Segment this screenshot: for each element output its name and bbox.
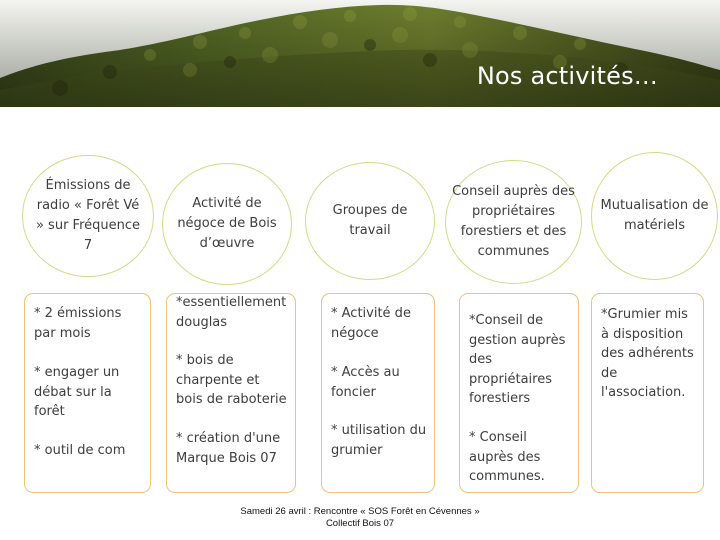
activity-box-mutualisation	[591, 293, 704, 493]
heading-groupes-text: Groupes de travail	[332, 203, 408, 238]
activity-box-negoce	[166, 293, 296, 493]
heading-oval-radio	[22, 155, 154, 277]
slide-title: Nos activités…	[476, 62, 658, 90]
list-item: *Grumier mis à disposition des adhérents de l'association.	[601, 307, 694, 400]
list-item: * Accès au foncier	[331, 365, 400, 400]
heading-mutualisation-text: Mutualisation de matériels	[600, 198, 709, 233]
list-item: * bois de charpente et bois de raboterie	[176, 353, 287, 407]
activity-box-conseil	[459, 293, 579, 493]
footer-collective-line: Collectif Bois 07	[325, 518, 395, 529]
heading-oval-conseil	[445, 160, 582, 284]
list-item: *essentiellement douglas	[176, 295, 287, 330]
list-item: * création d'une Marque Bois 07	[176, 431, 281, 466]
heading-radio-text: Émissions de radio « Forêt Vé » sur Fréquence 7	[35, 178, 141, 253]
list-item: * 2 émissions par mois	[34, 306, 122, 341]
footer-event-line: Samedi 26 avril : Rencontre « SOS Forêt en Cévennes »	[240, 506, 480, 517]
heading-conseil-text: Conseil auprès des propriétaires forestiers et des communes	[452, 184, 575, 259]
heading-oval-negoce	[162, 163, 292, 285]
list-item: * utilisation du grumier	[331, 423, 427, 458]
list-item: * outil de com	[34, 443, 126, 458]
heading-oval-groupes	[305, 162, 435, 280]
forest-banner-image	[0, 0, 720, 107]
activity-box-groupes	[321, 293, 435, 493]
list-item: * engager un débat sur la forêt	[34, 365, 120, 419]
heading-oval-mutualisation	[591, 152, 718, 280]
list-item: * Activité de négoce	[331, 306, 411, 341]
activity-box-radio	[24, 293, 151, 493]
list-item: * Conseil auprès des communes.	[469, 430, 545, 484]
heading-negoce-text: Activité de négoce de Bois d’œuvre	[177, 196, 277, 251]
list-item: *Conseil de gestion auprès des propriétaires forestiers	[469, 313, 566, 406]
